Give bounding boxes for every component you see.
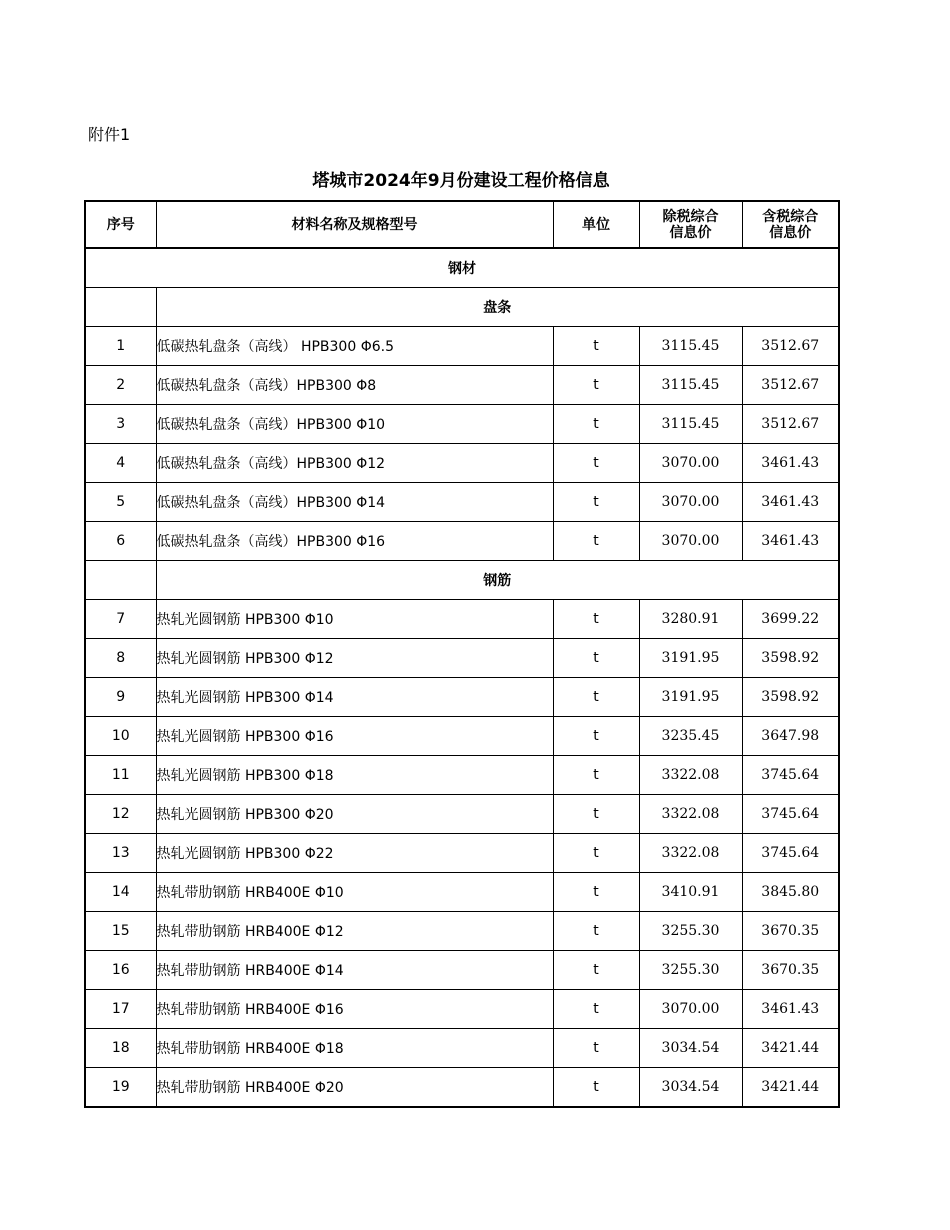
row-price-inc-tax: 3699.22 [742, 600, 839, 639]
row-unit: t [553, 1068, 639, 1108]
row-unit: t [553, 366, 639, 405]
header-seq: 序号 [85, 201, 156, 248]
attachment-label: 附件1 [88, 125, 131, 144]
row-price-ex-tax: 3322.08 [639, 795, 742, 834]
table-row [85, 483, 839, 522]
group-title: 钢筋 [156, 561, 839, 600]
row-name: 低碳热轧盘条（高线）HPB300 Φ12 [156, 444, 553, 483]
group-header-row [85, 561, 839, 600]
row-name: 热轧光圆钢筋 HPB300 Φ12 [156, 639, 553, 678]
row-name: 热轧带肋钢筋 HRB400E Φ14 [156, 951, 553, 990]
table-row [85, 600, 839, 639]
row-unit: t [553, 756, 639, 795]
row-unit: t [553, 600, 639, 639]
row-price-inc-tax: 3461.43 [742, 990, 839, 1029]
row-unit: t [553, 990, 639, 1029]
row-seq: 19 [85, 1068, 156, 1108]
table-row [85, 873, 839, 912]
row-unit: t [553, 327, 639, 366]
row-price-ex-tax: 3034.54 [639, 1068, 742, 1108]
page-title: 塔城市2024年9月份建设工程价格信息 [312, 171, 610, 191]
row-price-inc-tax: 3512.67 [742, 366, 839, 405]
row-price-ex-tax: 3322.08 [639, 756, 742, 795]
row-seq: 13 [85, 834, 156, 873]
row-seq: 8 [85, 639, 156, 678]
table-row [85, 834, 839, 873]
table-row [85, 912, 839, 951]
row-seq: 17 [85, 990, 156, 1029]
group-title: 盘条 [156, 288, 839, 327]
row-name: 热轧带肋钢筋 HRB400E Φ16 [156, 990, 553, 1029]
row-price-ex-tax: 3191.95 [639, 639, 742, 678]
row-price-ex-tax: 3280.91 [639, 600, 742, 639]
table-row [85, 951, 839, 990]
table-row [85, 327, 839, 366]
header-price-ex-tax: 除税综合信息价 [639, 201, 742, 248]
row-price-ex-tax: 3070.00 [639, 483, 742, 522]
row-price-ex-tax: 3115.45 [639, 327, 742, 366]
row-seq: 5 [85, 483, 156, 522]
table-row [85, 717, 839, 756]
row-price-ex-tax: 3115.45 [639, 366, 742, 405]
row-price-ex-tax: 3070.00 [639, 522, 742, 561]
row-price-inc-tax: 3670.35 [742, 912, 839, 951]
row-name: 低碳热轧盘条（高线）HPB300 Φ10 [156, 405, 553, 444]
row-price-ex-tax: 3115.45 [639, 405, 742, 444]
row-unit: t [553, 639, 639, 678]
table-row [85, 405, 839, 444]
row-name: 低碳热轧盘条（高线） HPB300 Φ6.5 [156, 327, 553, 366]
table-row [85, 1068, 839, 1108]
row-unit: t [553, 405, 639, 444]
group-seq-blank [85, 288, 156, 327]
row-price-ex-tax: 3322.08 [639, 834, 742, 873]
row-name: 低碳热轧盘条（高线）HPB300 Φ16 [156, 522, 553, 561]
row-price-inc-tax: 3745.64 [742, 795, 839, 834]
row-price-inc-tax: 3461.43 [742, 444, 839, 483]
row-price-inc-tax: 3670.35 [742, 951, 839, 990]
row-seq: 15 [85, 912, 156, 951]
row-unit: t [553, 444, 639, 483]
row-seq: 11 [85, 756, 156, 795]
row-seq: 2 [85, 366, 156, 405]
row-seq: 7 [85, 600, 156, 639]
row-name: 热轧带肋钢筋 HRB400E Φ18 [156, 1029, 553, 1068]
row-name: 热轧光圆钢筋 HPB300 Φ10 [156, 600, 553, 639]
category-title: 钢材 [85, 248, 839, 288]
row-price-inc-tax: 3421.44 [742, 1068, 839, 1108]
table-row [85, 756, 839, 795]
row-price-inc-tax: 3745.64 [742, 834, 839, 873]
header-row [85, 201, 839, 248]
row-price-ex-tax: 3235.45 [639, 717, 742, 756]
row-seq: 1 [85, 327, 156, 366]
row-unit: t [553, 678, 639, 717]
table-row [85, 639, 839, 678]
row-price-ex-tax: 3070.00 [639, 444, 742, 483]
row-seq: 9 [85, 678, 156, 717]
table-row [85, 444, 839, 483]
header-name: 材料名称及规格型号 [156, 201, 553, 248]
row-price-inc-tax: 3461.43 [742, 483, 839, 522]
price-table [84, 200, 840, 1108]
row-seq: 18 [85, 1029, 156, 1068]
row-name: 热轧光圆钢筋 HPB300 Φ18 [156, 756, 553, 795]
row-seq: 6 [85, 522, 156, 561]
row-price-ex-tax: 3255.30 [639, 912, 742, 951]
row-name: 热轧带肋钢筋 HRB400E Φ12 [156, 912, 553, 951]
category-row [85, 248, 839, 288]
row-name: 低碳热轧盘条（高线）HPB300 Φ8 [156, 366, 553, 405]
row-price-inc-tax: 3647.98 [742, 717, 839, 756]
row-unit: t [553, 483, 639, 522]
row-seq: 4 [85, 444, 156, 483]
row-price-inc-tax: 3461.43 [742, 522, 839, 561]
row-price-inc-tax: 3745.64 [742, 756, 839, 795]
row-name: 热轧光圆钢筋 HPB300 Φ16 [156, 717, 553, 756]
row-seq: 10 [85, 717, 156, 756]
row-price-inc-tax: 3598.92 [742, 678, 839, 717]
row-name: 热轧带肋钢筋 HRB400E Φ10 [156, 873, 553, 912]
row-unit: t [553, 1029, 639, 1068]
row-price-inc-tax: 3845.80 [742, 873, 839, 912]
row-price-ex-tax: 3034.54 [639, 1029, 742, 1068]
row-unit: t [553, 522, 639, 561]
row-unit: t [553, 717, 639, 756]
row-unit: t [553, 873, 639, 912]
row-price-inc-tax: 3421.44 [742, 1029, 839, 1068]
group-header-row [85, 288, 839, 327]
row-price-inc-tax: 3512.67 [742, 327, 839, 366]
table-body [85, 248, 839, 1107]
table-row [85, 990, 839, 1029]
row-seq: 14 [85, 873, 156, 912]
row-price-inc-tax: 3598.92 [742, 639, 839, 678]
row-name: 热轧光圆钢筋 HPB300 Φ22 [156, 834, 553, 873]
table-row [85, 522, 839, 561]
table-row [85, 678, 839, 717]
table-row [85, 366, 839, 405]
row-price-ex-tax: 3070.00 [639, 990, 742, 1029]
row-name: 热轧光圆钢筋 HPB300 Φ20 [156, 795, 553, 834]
row-unit: t [553, 951, 639, 990]
row-name: 热轧带肋钢筋 HRB400E Φ20 [156, 1068, 553, 1108]
row-name: 热轧光圆钢筋 HPB300 Φ14 [156, 678, 553, 717]
row-unit: t [553, 834, 639, 873]
row-price-inc-tax: 3512.67 [742, 405, 839, 444]
group-seq-blank [85, 561, 156, 600]
table-row [85, 795, 839, 834]
header-price-inc-tax: 含税综合信息价 [742, 201, 839, 248]
row-seq: 12 [85, 795, 156, 834]
row-unit: t [553, 912, 639, 951]
row-seq: 16 [85, 951, 156, 990]
row-seq: 3 [85, 405, 156, 444]
row-name: 低碳热轧盘条（高线）HPB300 Φ14 [156, 483, 553, 522]
table-row [85, 1029, 839, 1068]
row-price-ex-tax: 3255.30 [639, 951, 742, 990]
row-price-ex-tax: 3410.91 [639, 873, 742, 912]
row-unit: t [553, 795, 639, 834]
header-unit: 单位 [553, 201, 639, 248]
row-price-ex-tax: 3191.95 [639, 678, 742, 717]
